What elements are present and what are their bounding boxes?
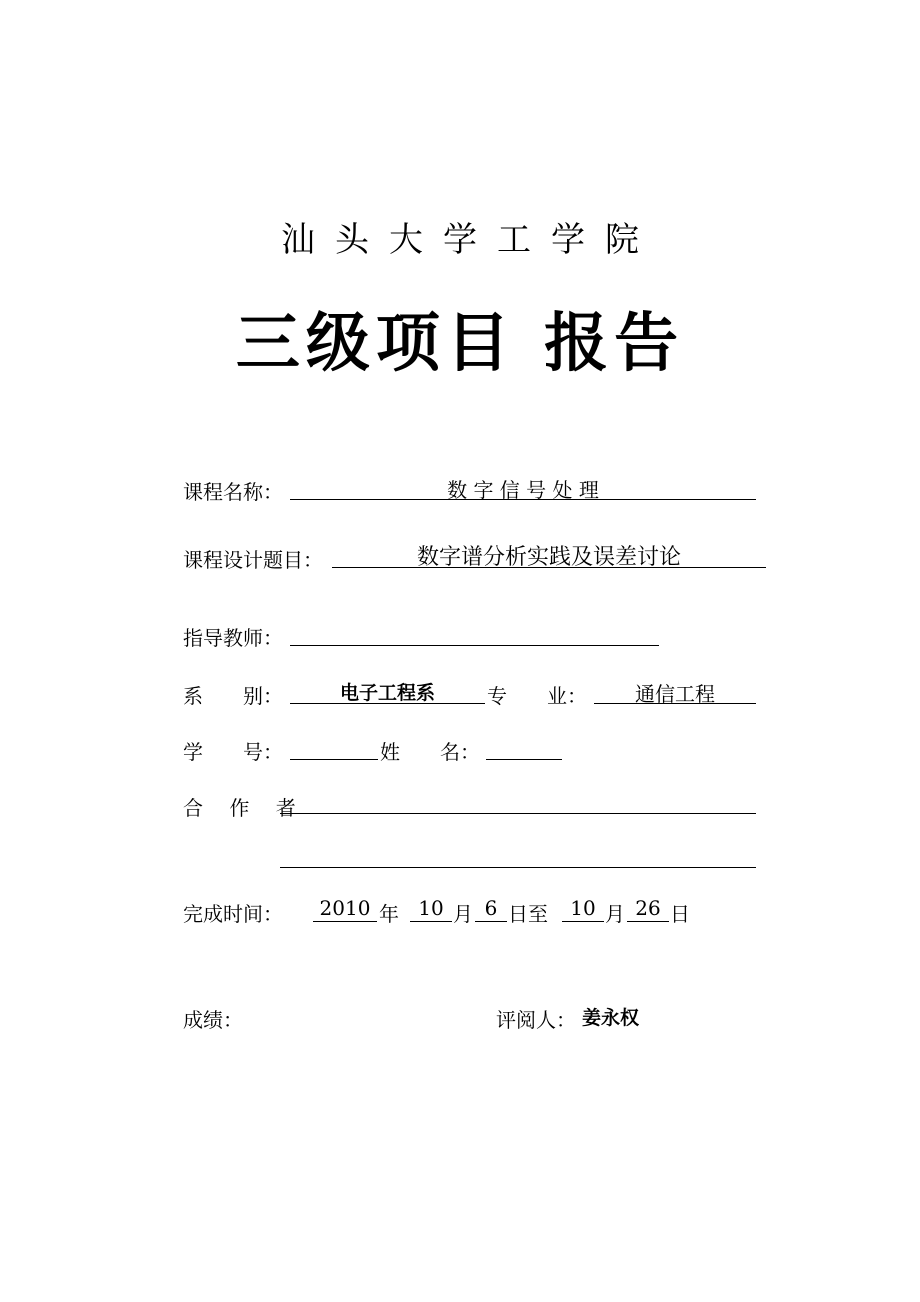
end-day-char: 日 bbox=[670, 902, 690, 926]
topic-field: 数字谱分析实践及误差讨论 bbox=[332, 540, 766, 568]
student-id-label: 学 号： bbox=[183, 740, 283, 764]
topic-label: 课程设计题目： bbox=[183, 548, 323, 572]
name-field bbox=[486, 734, 562, 760]
advisor-label: 指导教师： bbox=[183, 626, 283, 650]
major-label: 专 业： bbox=[487, 684, 587, 708]
department-label: 系 别： bbox=[183, 684, 283, 708]
year-char: 年 bbox=[379, 902, 399, 926]
university-name: 汕头大学工学院 bbox=[281, 220, 659, 260]
day-to-text: 日至 bbox=[508, 902, 548, 926]
reviewer-label: 评阅人： bbox=[496, 1008, 576, 1032]
student-id-field bbox=[290, 734, 378, 760]
end-month-char: 月 bbox=[605, 902, 625, 926]
start-day: 6 bbox=[475, 896, 507, 922]
start-month: 10 bbox=[410, 896, 452, 922]
partners-label: 合 作 者 bbox=[183, 796, 306, 820]
course-name-field: 数 字 信 号 处 理 bbox=[290, 474, 756, 500]
end-day: 26 bbox=[627, 896, 669, 922]
date-label: 完成时间： bbox=[183, 902, 283, 926]
advisor-field bbox=[290, 620, 659, 646]
course-name-label: 课程名称： bbox=[183, 480, 283, 504]
report-title: 三级项目 报告 bbox=[235, 307, 685, 381]
partners-field-2 bbox=[280, 842, 756, 868]
department-field: 电子工程系 bbox=[290, 678, 485, 704]
end-month: 10 bbox=[562, 896, 604, 922]
grade-label: 成绩： bbox=[183, 1008, 243, 1032]
reviewer-name: 姜永权 bbox=[582, 1007, 640, 1029]
start-year: 2010 bbox=[313, 896, 377, 922]
name-label: 姓 名： bbox=[380, 740, 480, 764]
month-char: 月 bbox=[453, 902, 473, 926]
partners-field-1 bbox=[280, 788, 756, 814]
major-field: 通信工程 bbox=[594, 678, 756, 704]
